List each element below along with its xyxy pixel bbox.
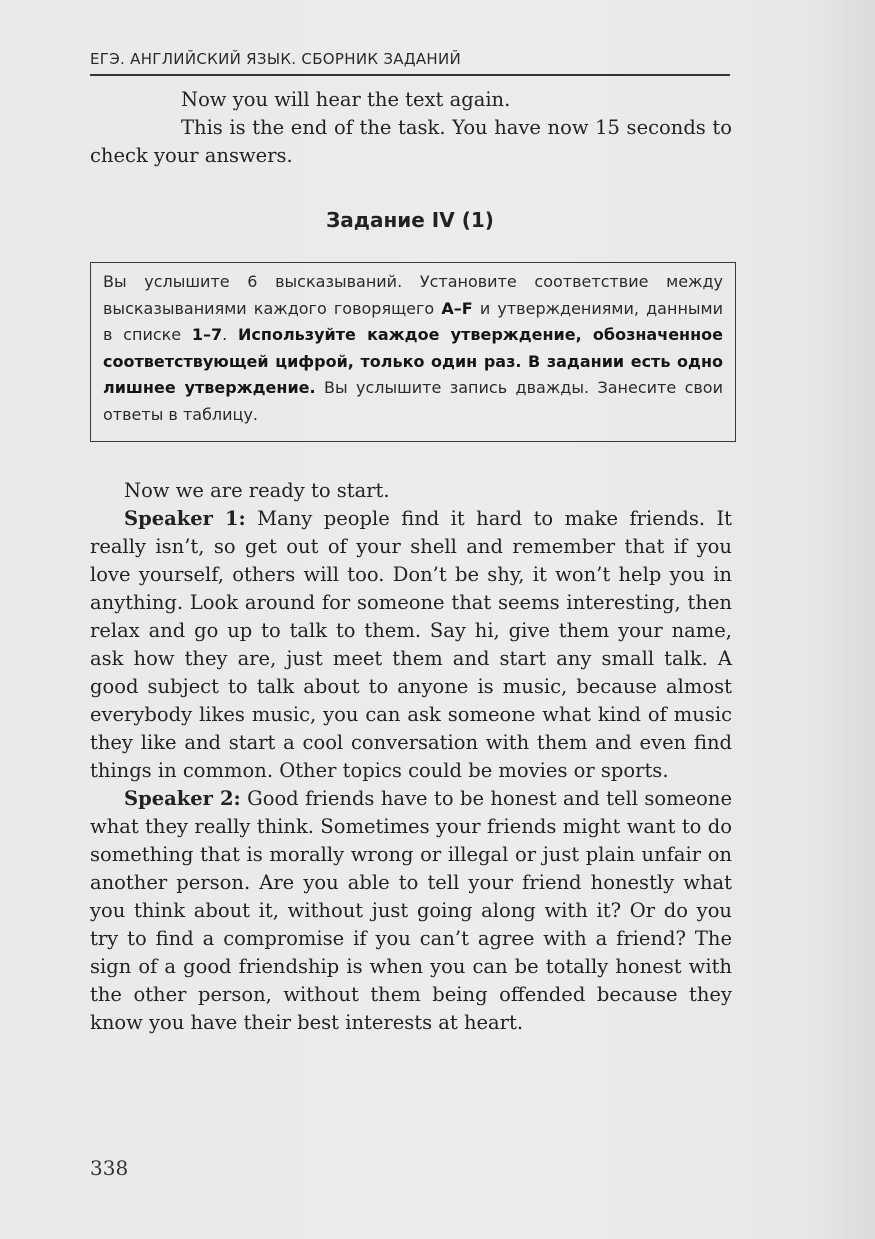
instruction-speakers-range: A–F bbox=[441, 298, 473, 318]
speaker-2-text: Good friends have to be honest and tell someone what they really think. Sometimes your friends might want to do something that is morally wrong or illegal or just plain unfair on another person. Are you able to tell your friend honestly what you think about it, without just going along with it? Or do you try to find a compromise if you can’t agree with a friend? The sign of a good friendship is when you can be totally honest with the other person, without them being offended because they know you have their best interests at heart. bbox=[90, 787, 732, 1034]
instruction-text-1: Вы услышите 6 высказываний. Установите соответствие между высказываниями каждого говорящего bbox=[103, 272, 723, 318]
instruction-text-3: . bbox=[222, 325, 239, 344]
intro-line-1: Now you will hear the text again. bbox=[181, 88, 511, 111]
instruction-statements-range: 1–7 bbox=[191, 325, 223, 344]
speaker-2-paragraph bbox=[90, 785, 732, 1037]
transcript bbox=[90, 477, 732, 1037]
task-instruction-box bbox=[90, 262, 736, 442]
speaker-1-label: Speaker 1: bbox=[124, 507, 246, 530]
instruction-text-4: Вы услышите запись дважды. Занесите свои ответы в таблицу. bbox=[103, 378, 723, 424]
speaker-2-label: Speaker 2: bbox=[124, 787, 241, 810]
task-title: Задание IV (1) bbox=[326, 208, 494, 232]
instruction-text-2: и утверждениями, данными в списке bbox=[103, 298, 724, 344]
running-header: ЕГЭ. АНГЛИЙСКИЙ ЯЗЫК. СБОРНИК ЗАДАНИЙ bbox=[90, 50, 730, 76]
page-number: 338 bbox=[90, 1156, 129, 1180]
intro-line-2: This is the end of the task. You have now 15 seconds to check your answers. bbox=[90, 116, 732, 167]
page-edge-shadow bbox=[805, 0, 875, 1239]
intro-text bbox=[90, 86, 732, 170]
speaker-1-paragraph bbox=[90, 505, 732, 785]
speaker-1-text: Many people find it hard to make friends. It really isn’t, so get out of your shell and remember that if you love yourself, others will too. Don’t be shy, it won’t help you in anything. Look around for someone that seems interesting, then relax and go up to talk to them. Say hi, give them your name, ask how they are, just meet them and start any small talk. A good subject to talk about to anyone is music, because almost everybody likes music, you can ask someone what kind of music they like and start a cool conversation with them and even find things in common. Other topics could be movies or sports. bbox=[90, 507, 732, 782]
transcript-opening: Now we are ready to start. bbox=[124, 479, 390, 502]
instruction-rule: Используйте каждое утверждение, обозначенное соответствующей цифрой, только один раз. В задании есть одно лишнее утверждение. bbox=[103, 325, 724, 397]
